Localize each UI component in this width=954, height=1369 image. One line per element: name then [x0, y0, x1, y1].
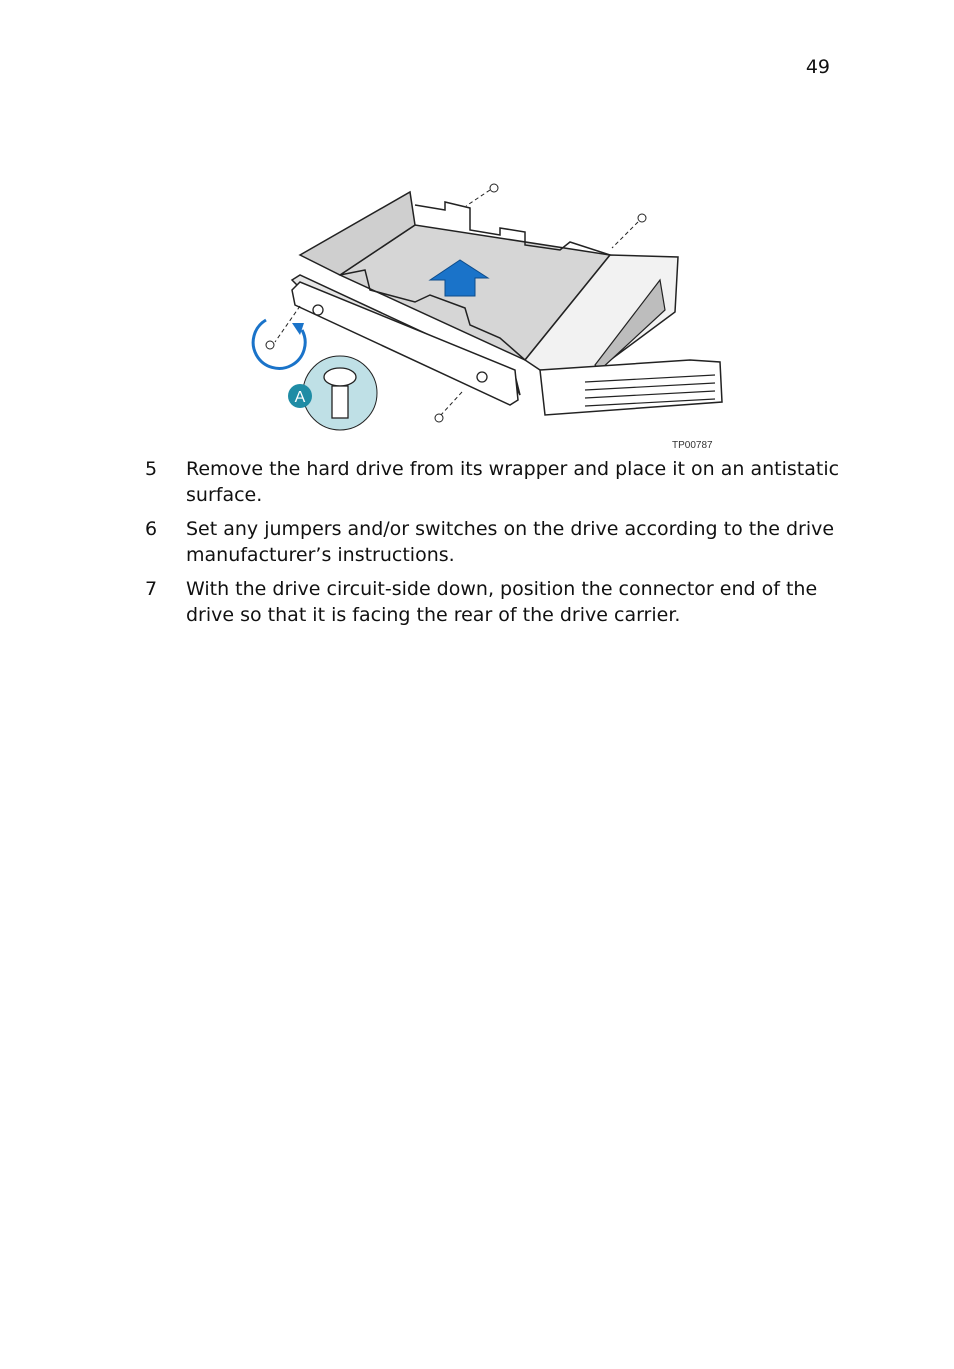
page-number: 49 [805, 56, 830, 78]
step-text: Set any jumpers and/or switches on the drive according to the drive manufacturer’s instructions. [186, 518, 835, 566]
step-item [145, 516, 845, 568]
screw-icon-left [266, 306, 300, 349]
rail-hole-right [477, 372, 487, 382]
step-text: Remove the hard drive from its wrapper and place it on an antistatic surface. [186, 458, 840, 506]
rail-hole-left [313, 305, 323, 315]
screw-icon-bottom [435, 392, 462, 422]
step-text: With the drive circuit-side down, position the connector end of the drive so that it is facing the rear of the drive carrier. [186, 578, 818, 626]
screw-callout-head [324, 368, 356, 386]
callout-label: A [294, 389, 306, 406]
step-number: 7 [145, 578, 158, 600]
screw-icon-right [612, 214, 646, 248]
step-number: 5 [145, 458, 158, 480]
step-item [145, 576, 845, 628]
figure-id: TP00787 [672, 440, 713, 451]
drive-carrier-figure [240, 180, 740, 450]
screw-callout-shank [332, 386, 348, 418]
drive-carrier-illustration [240, 180, 740, 450]
screw-icon-top [466, 184, 498, 206]
instruction-steps [145, 456, 845, 636]
step-item [145, 456, 845, 508]
step-number: 6 [145, 518, 158, 540]
